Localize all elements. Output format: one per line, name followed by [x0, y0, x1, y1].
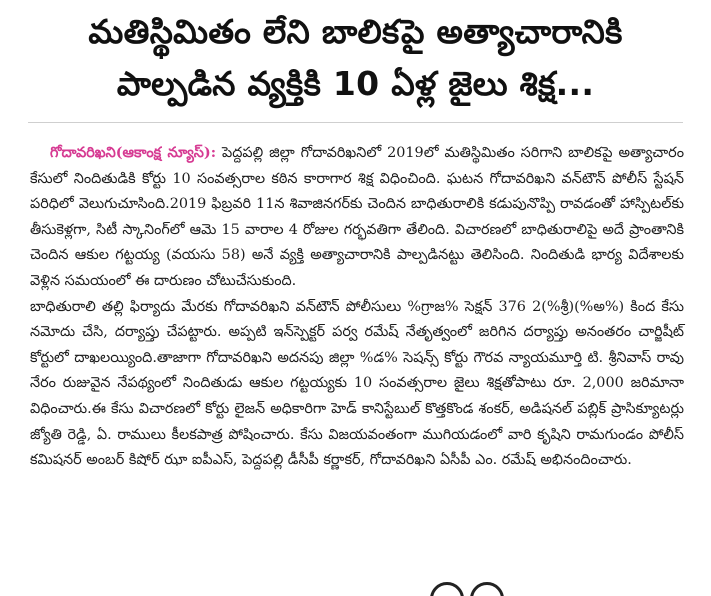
article-body	[30, 140, 684, 474]
article-paragraph-1	[30, 140, 684, 295]
article-paragraph-1-text: పెద్దపల్లి జిల్లా గోదావరిఖనిలో 2019లో మతిస్థిమితం సరిగాని బాలికపై అత్యాచారం కేసులో నిందితుడికి కోర్టు 10 సంవత్సరాల కఠిన కారాగార శిక్ష విధించింది. ఘటన గోదావరిఖని వన్‌టౌన్ పోలీస్ స్టేషన్ పరిధిలో వెలుగుచూసింది.2019 ఫిబ్రవరి 11న శివాజినగర్‌కు చెందిన బాధితురాలికి కడుపునొప్పి రావడంతో హాస్పిటల్‌కు తీసుకెళ్లగా, సిటీ స్కానింగ్‌లో ఆమె 15 వారాల 4 రోజుల గర్భవతిగా తేలింది. విచారణలో బాధితురాలిపై అదే ప్రాంతానికి చెందిన ఆకుల గట్టయ్య (వయసు 58) అనే వ్యక్తి అత్యాచారానికి పాల్పడినట్టు తెలిసింది. నిందితుడి భార్య విదేశాలకు వెళ్లిన సమయంలో ఈ దారుణం చోటుచేసుకుంది.	[30, 145, 684, 289]
headline	[0, 6, 711, 110]
headline-divider	[28, 122, 683, 123]
headline-line-2: పాల్పడిన వ్యక్తికి 10 ఏళ్ల జైలు శిక్ష...	[116, 64, 595, 103]
article-dateline: గోదావరిఖని(ఆకాంక్ష న్యూస్):	[50, 144, 217, 161]
headline-line-1: మతిస్థిమితం లేని బాలికపై అత్యాచారానికి	[88, 12, 623, 51]
article-paragraph-2	[30, 295, 684, 474]
article-paragraph-2-text: బాధితురాలి తల్లి ఫిర్యాదు మేరకు గోదావరిఖని వన్‌టౌన్ పోలీసులు %గ్రాజ% సెక్షన్ 376 2(%శ్రీ)(%అ%) కింద కేసు నమోదు చేసి, దర్యాప్తు చేపట్టారు. అప్పటి ఇన్‌స్పెక్టర్ పర్వ రమేష్ నేతృత్వంలో జరిగిన దర్యాప్తు అనంతరం చార్జిషీట్ కోర్టులో దాఖలయ్యింది.తాజాగా గోదావరిఖని అదనపు జిల్లా %డ% సెషన్స్ కోర్టు గౌరవ న్యాయమూర్తి టి. శ్రీనివాస్ రావు నేరం రుజువైన నేపథ్యంలో నిందితుడు ఆకుల గట్టయ్యకు 10 సంవత్సరాల జైలు శిక్షతోపాటు రూ. 2,000 జరిమానా విధించారు.ఈ కేసు విచారణలో కోర్టు లైజన్ అధికారిగా హెడ్ కానిస్టేబుల్ కొత్తకొండ శంకర్, అడిషనల్ పబ్లిక్ ప్రాసిక్యూటర్లు జ్యోతి రెడ్డి, ఏ. రాములు కీలకపాత్ర పోషించారు. కేసు విజయవంతంగా ముగియడంలో వారి కృషిని రామగుండం పోలీస్ కమిషనర్ అంబర్ కిషోర్ ఝా ఐపీఎస్, పెద్దపల్లి డీసీపీ కర్ణాకర్, గోదావరిఖని ఏసీపీ ఎం. రమేష్ అభినందించారు.	[30, 298, 684, 469]
